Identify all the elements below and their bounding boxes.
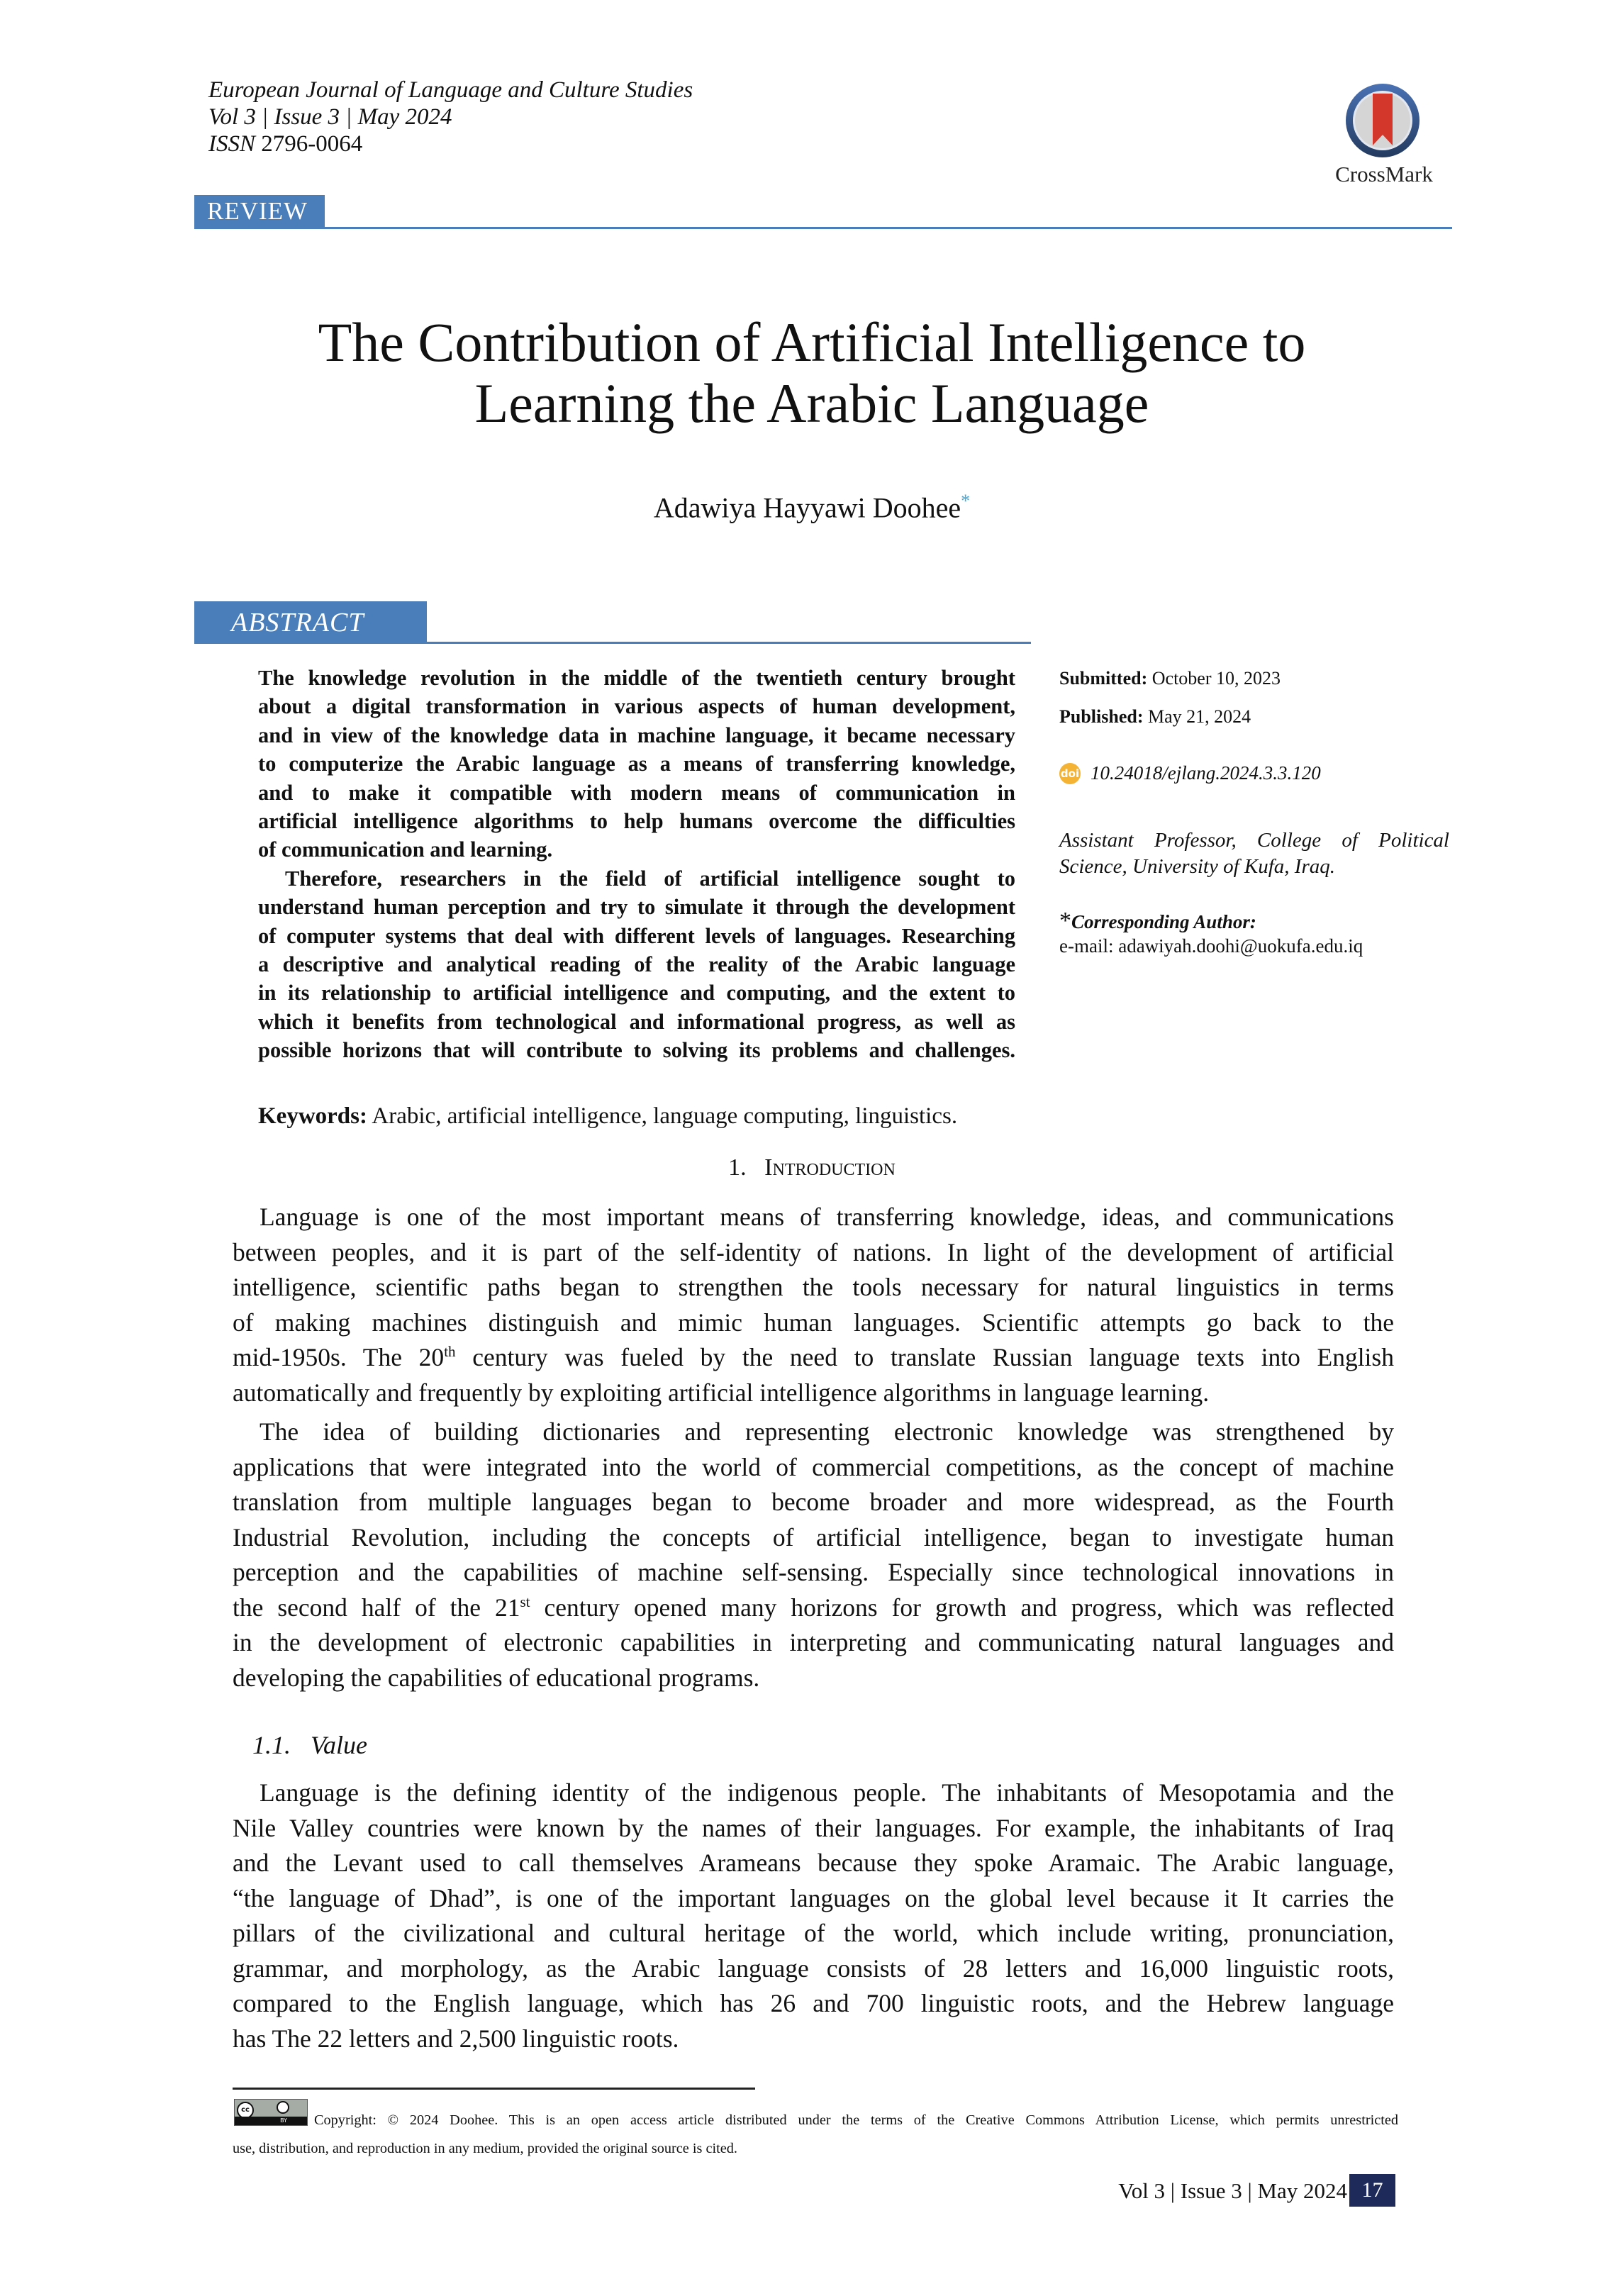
journal-issue: Vol 3 | Issue 3 | May 2024 — [208, 104, 452, 130]
intro-paragraph-1 — [233, 1200, 1394, 1410]
superscript: st — [520, 1593, 530, 1610]
body-line: automatically and frequently by exploiting artificial intelligence algorithms in language learning. — [233, 1378, 1210, 1407]
subsection-heading-value — [252, 1730, 367, 1760]
body-text: the second half of the 21 — [233, 1593, 520, 1622]
published-label: Published: — [1059, 706, 1144, 727]
corresponding-author — [1059, 909, 1449, 958]
published-value: May 21, 2024 — [1148, 706, 1251, 727]
footer-issue: Vol 3 | Issue 3 | May 2024 — [1118, 2178, 1347, 2203]
copyright-line: Copyright: © 2024 Doohee. This is an open access article distributed under the terms of the Creative Commons Attribution License, which permits unrestricted — [314, 2112, 1398, 2128]
abstract-line: to computerize the Arabic language as a means of transferring knowledge, — [258, 752, 1015, 776]
abstract-line: of communication and learning. — [258, 837, 553, 862]
copyright-notice — [233, 2106, 1398, 2163]
body-line: Nile Valley countries were known by the names of their languages. For example, the inhabitants of Iraq — [233, 1813, 1394, 1842]
crossmark-label: CrossMark — [1335, 162, 1433, 186]
corresponding-author-heading — [1059, 909, 1449, 934]
doi-row — [1059, 762, 1321, 784]
body-text: century opened many horizons for growth and progress, which was reflected — [530, 1593, 1394, 1622]
section-heading-introduction — [213, 1154, 1411, 1181]
doi-icon: doi — [1059, 763, 1081, 784]
page-number: 17 — [1349, 2174, 1395, 2207]
abstract-line: and to make it compatible with modern means of communication in — [258, 780, 1015, 805]
abstract-line: and in view of the knowledge data in machine language, it became necessary — [258, 723, 1015, 747]
article-type-badge: REVIEW — [194, 195, 325, 228]
keywords-list: Arabic, artificial intelligence, language computing, linguistics. — [372, 1103, 958, 1129]
article-title — [213, 312, 1411, 434]
journal-name: European Journal of Language and Culture Studies — [208, 77, 693, 103]
body-line: in the development of electronic capabilities in interpreting and communicating natural languages and — [233, 1628, 1394, 1656]
body-line — [233, 1590, 1394, 1626]
author-name: Adawiya Hayyawi Doohee — [653, 491, 961, 524]
body-line: of making machines distinguish and mimic human languages. Scientific attempts go back to the — [233, 1308, 1394, 1337]
abstract-line: about a digital transformation in various aspects of human development, — [258, 694, 1015, 719]
body-line: “the language of Dhad”, is one of the important languages on the global level because it It carries the — [233, 1883, 1394, 1912]
author-line — [213, 491, 1411, 524]
author-affiliation — [1059, 827, 1449, 880]
abstract-body — [258, 664, 1015, 1065]
author-mark: * — [961, 491, 971, 511]
footnote-divider — [233, 2088, 755, 2090]
section-number: 1. — [728, 1154, 747, 1181]
body-line: has The 22 letters and 2,500 linguistic roots. — [233, 2024, 679, 2053]
value-paragraph — [233, 1776, 1394, 2056]
body-line: compared to the English language, which has 26 and 700 linguistic roots, and the Hebrew language — [233, 1989, 1394, 2017]
abstract-line: in its relationship to artificial intelligence and computing, and the extent to — [258, 981, 1015, 1005]
body-text: century was fueled by the need to translate Russian language texts into English — [455, 1343, 1394, 1371]
journal-header — [208, 77, 693, 157]
intro-paragraph-2 — [233, 1415, 1394, 1695]
title-line-2: Learning the Arabic Language — [474, 372, 1149, 434]
body-line: Industrial Revolution, including the concepts of artificial intelligence, began to investigate human — [233, 1522, 1394, 1551]
copyright-line: use, distribution, and reproduction in any medium, provided the original source is cited. — [233, 2141, 737, 2156]
keywords — [258, 1103, 1017, 1130]
issn-number: 2796-0064 — [261, 131, 363, 157]
body-line: perception and the capabilities of machine self-sensing. Especially since technological innovations in — [233, 1558, 1394, 1586]
abstract-line: The knowledge revolution in the middle of the twentieth century brought — [258, 666, 1015, 690]
corresponding-label: Corresponding Author: — [1071, 911, 1256, 932]
keywords-label: Keywords: — [258, 1103, 367, 1129]
issn-label: ISSN — [208, 131, 255, 157]
affiliation-line: Science, University of Kufa, Iraq. — [1059, 855, 1335, 878]
published-date — [1059, 706, 1449, 728]
abstract-paragraph-2 — [258, 864, 1015, 1065]
body-text: mid-1950s. The 20 — [233, 1343, 445, 1371]
body-line: pillars of the civilizational and cultural heritage of the world, which include writing, pronunciation, — [233, 1919, 1394, 1947]
body-line: applications that were integrated into the world of commercial competitions, as the concept of machine — [233, 1452, 1394, 1481]
submitted-label: Submitted: — [1059, 668, 1148, 689]
body-line: Language is one of the most important means of transferring knowledge, ideas, and communications — [260, 1203, 1394, 1231]
header-divider — [194, 227, 1452, 229]
body-line: intelligence, scientific paths began to strengthen the tools necessary for natural linguistics in terms — [233, 1273, 1394, 1301]
subsection-title: Value — [311, 1731, 367, 1759]
section-title: Introduction — [764, 1154, 896, 1181]
journal-issn — [208, 130, 693, 157]
cc-icon: cc — [237, 2102, 254, 2119]
body-line: translation from multiple languages began to become broader and more widespread, as the Fourth — [233, 1488, 1394, 1516]
submitted-value: October 10, 2023 — [1151, 668, 1281, 689]
abstract-heading: ABSTRACT — [194, 601, 427, 644]
body-line: and the Levant used to call themselves Arameans because they spoke Aramaic. The Arabic language, — [233, 1849, 1394, 1877]
author-email[interactable]: e-mail: adawiyah.doohi@uokufa.edu.iq — [1059, 935, 1363, 957]
corresponding-mark: * — [1059, 908, 1071, 934]
abstract-line: possible horizons that will contribute to solving its problems and challenges. — [258, 1038, 1015, 1063]
body-line: The idea of building dictionaries and representing electronic knowledge was strengthened by — [260, 1417, 1394, 1446]
abstract-line: of computer systems that deal with different levels of languages. Researching — [258, 923, 1015, 948]
title-line-1: The Contribution of Artificial Intelligence to — [318, 311, 1306, 373]
abstract-paragraph-1 — [258, 664, 1015, 864]
body-line: between peoples, and it is part of the self-identity of nations. In light of the development of artificial — [233, 1237, 1394, 1266]
affiliation-line: Assistant Professor, College of Political — [1059, 829, 1449, 852]
by-label: BY — [280, 2117, 287, 2124]
body-line: Language is the defining identity of the indigenous people. The inhabitants of Mesopotamia and the — [260, 1778, 1394, 1807]
abstract-line: a descriptive and analytical reading of the reality of the Arabic language — [258, 952, 1015, 977]
doi-link[interactable]: 10.24018/ejlang.2024.3.3.120 — [1091, 762, 1321, 784]
superscript: th — [444, 1343, 456, 1361]
submitted-date — [1059, 668, 1449, 689]
abstract-line: artificial intelligence algorithms to help humans overcome the difficulties — [258, 809, 1015, 834]
subsection-number: 1.1. — [252, 1731, 291, 1759]
abstract-divider — [194, 642, 1031, 644]
abstract-line: which it benefits from technological and informational progress, as well as — [258, 1009, 1015, 1034]
body-line — [233, 1340, 1394, 1376]
abstract-line: understand human perception and try to simulate it through the development — [258, 895, 1015, 920]
body-line: grammar, and morphology, as the Arabic language consists of 28 letters and 16,000 linguistic roots, — [233, 1954, 1394, 1983]
body-line: developing the capabilities of educational programs. — [233, 1663, 760, 1692]
abstract-line: Therefore, researchers in the field of artificial intelligence sought to — [285, 866, 1015, 891]
